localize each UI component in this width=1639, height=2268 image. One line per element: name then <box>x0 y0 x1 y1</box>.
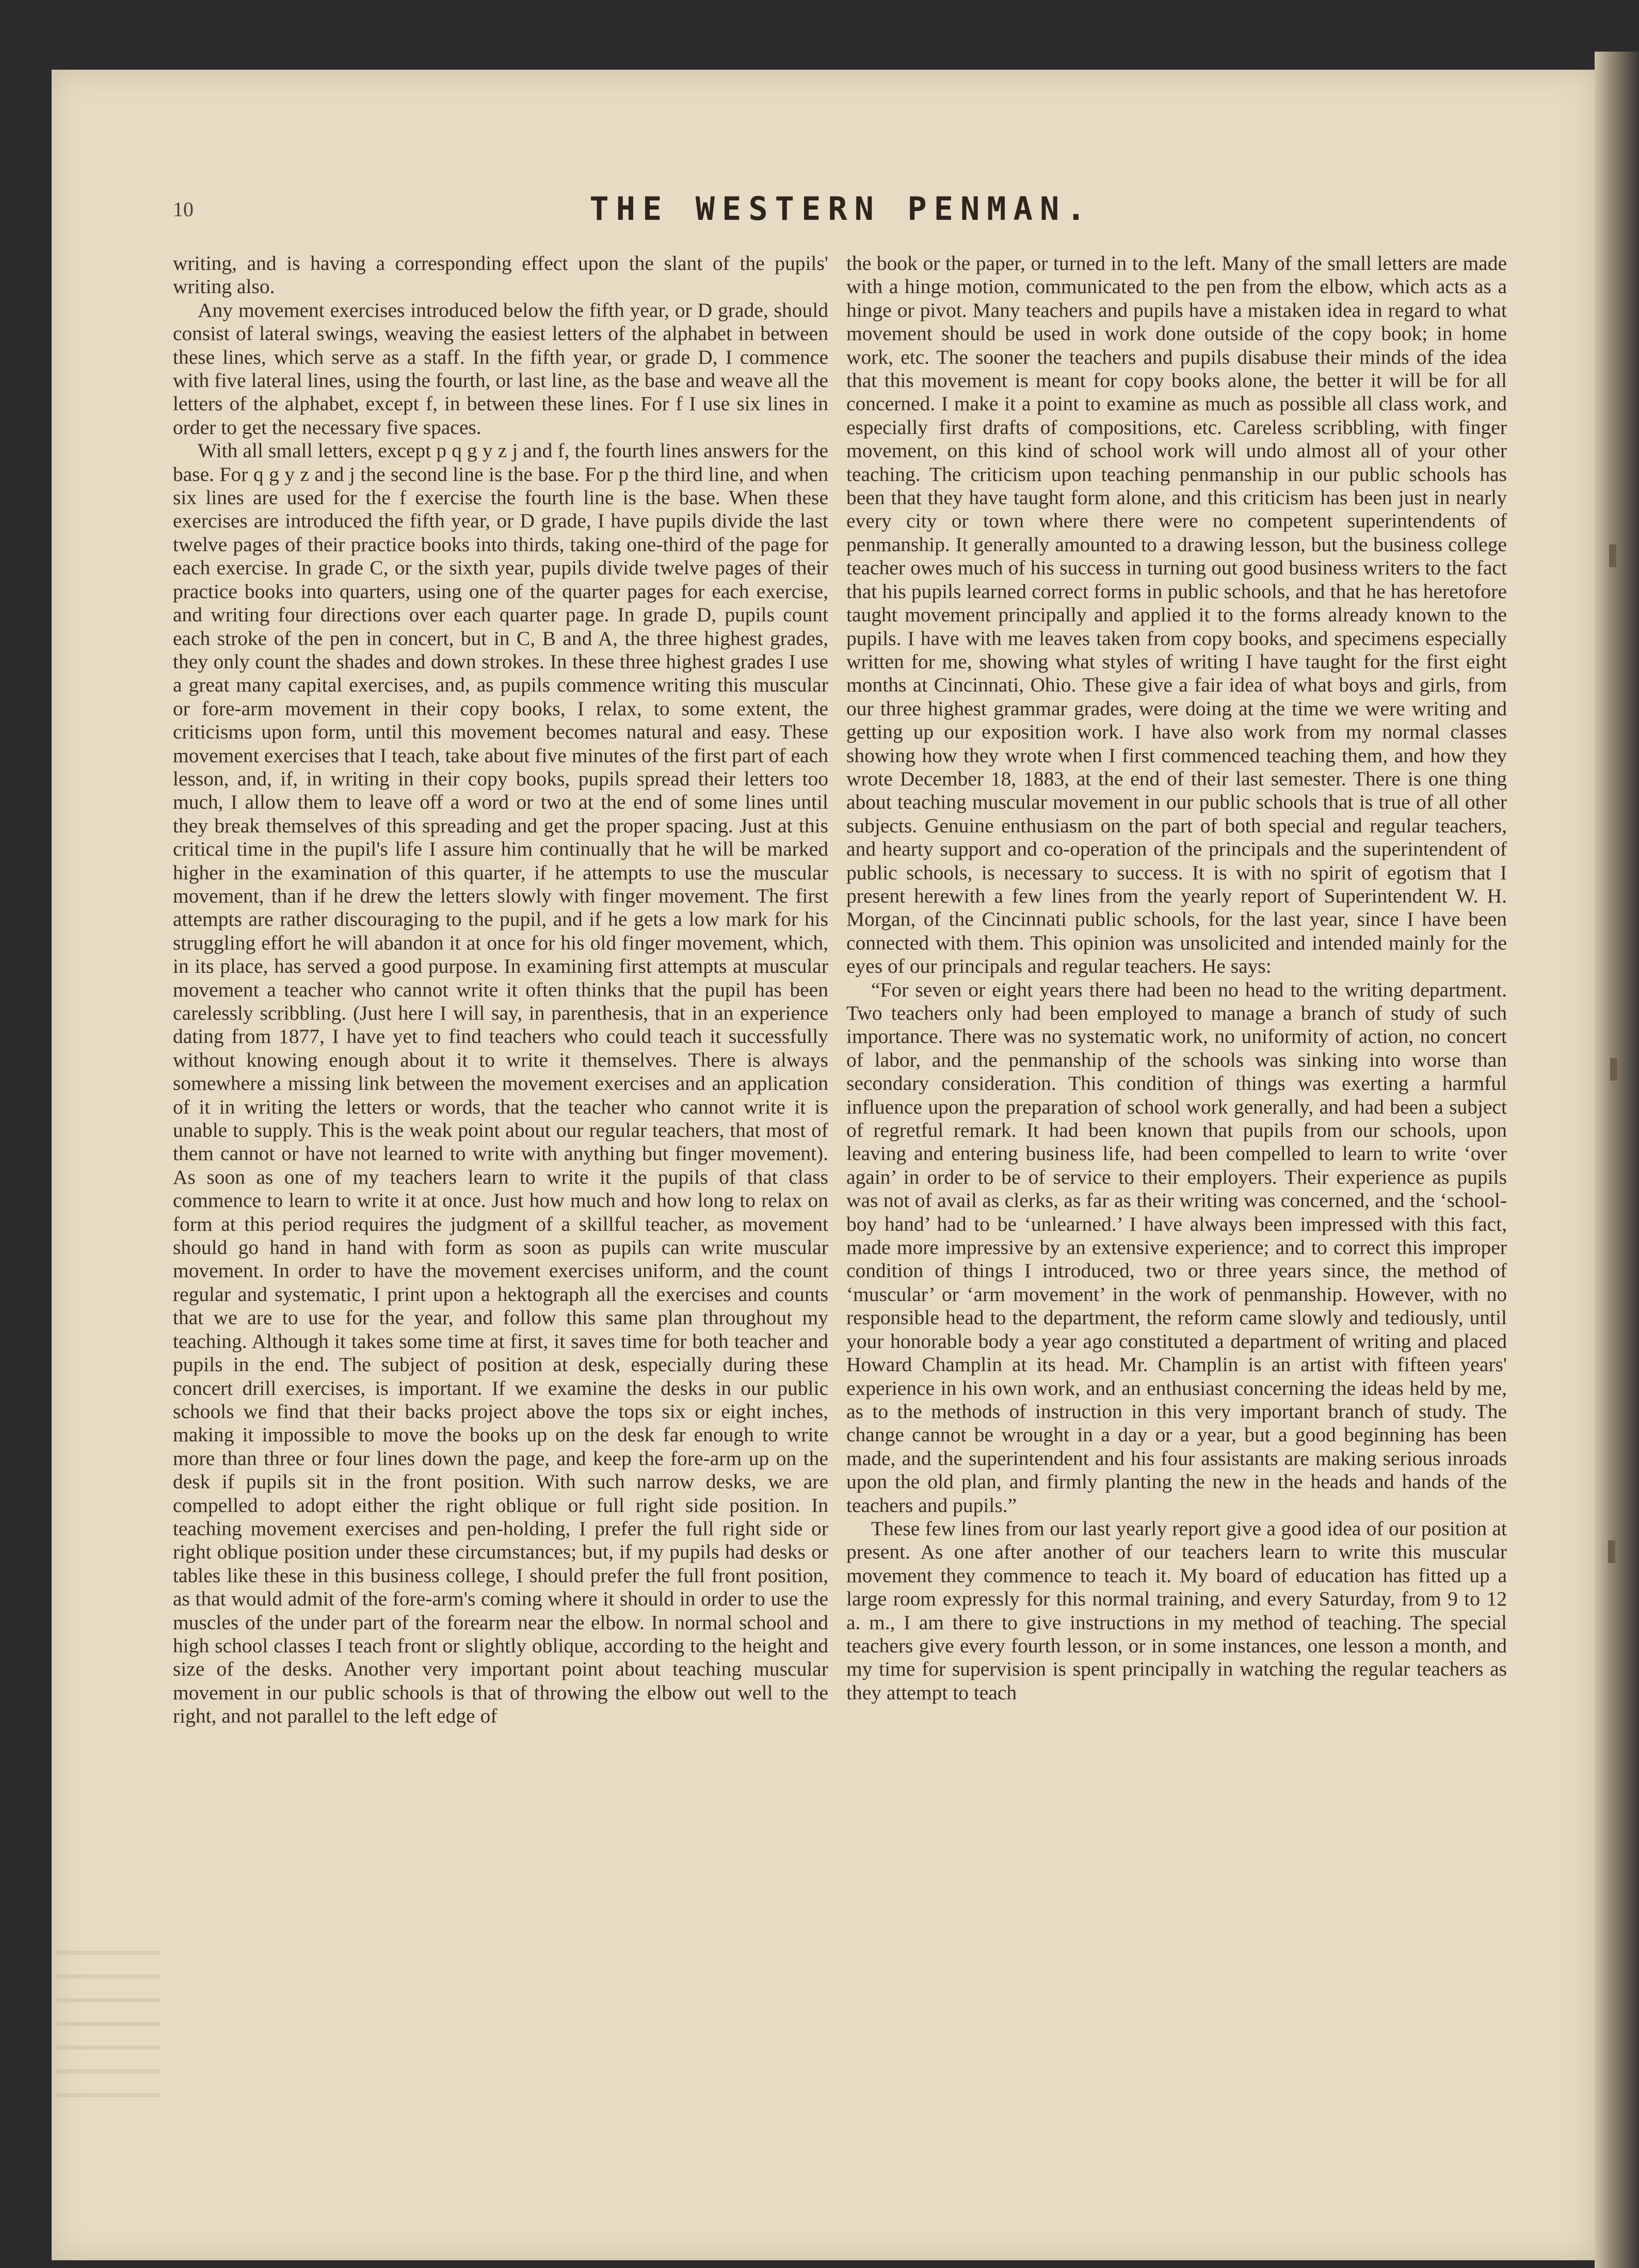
page-header <box>173 190 1515 226</box>
page-edge-shadow <box>1595 52 1639 2268</box>
right-column-paragraph: “For seven or eight years there had been no head to the writing department. Two teachers only had been employed to manage a branch of study of such importance. There was no systematic work, no uniformity of action, no concert of labor, and the penmanship of the schools was sinking into worse than secondary consideration. This condition of things was exerting a harmful influence upon the preparation of school work generally, and had been a subject of regretful remark. It had been known that pupils from our schools, upon leaving and entering business life, had been compelled to learn to write ‘over again’ in order to be of service to their employers. Their experience as pupils was not of avail as clerks, as far as their writing was concerned, and the ‘school-boy hand’ had to be ‘unlearned.’ I have always been impressed with this fact, made more impressive by an extensive experience; and to correct this improper condition of things I introduced, two or three years since, the method of ‘muscular’ or ‘arm movement’ in the work of penmanship. However, with no responsible head to the department, the reform came slowly and tediously, until your honorable body a year ago constituted a department of writing and placed Howard Champlin at its head. Mr. Champlin is an artist with fifteen years' experience in his own work, and an enthusiast concerning the ideas held by me, as to the methods of instruction in this very important branch of study. The change cannot be wrought in a day or a year, but a good beginning has been made, and the superintendent and his four assistants are making serious inroads upon the old plan, and firmly planting the new in the heads and hands of the teachers and pupils.” <box>846 978 1507 1517</box>
left-column-paragraph: writing, and is having a corresponding effect upon the slant of the pupils' writing also. <box>173 252 828 298</box>
left-column <box>173 252 828 1728</box>
bleed-through-text <box>57 1951 160 2116</box>
page-number: 10 <box>173 198 194 221</box>
right-column-paragraph: These few lines from our last yearly report give a good idea of our position at present. As one after another of our teachers learn to write this muscular movement they commence to teach it. My board of education has fitted up a large room expressly for this normal training, and every Saturday, from 9 to 12 a. m., I am there to give instructions in my method of teaching. The special teachers give every fourth lesson, or in some instances, one lesson a month, and my time for supervision is spent principally in watching the regular teachers as they attempt to teach <box>846 1517 1507 1704</box>
masthead-title: THE WESTERN PENMAN. <box>589 190 1093 228</box>
margin-mark <box>1610 1058 1617 1081</box>
margin-mark <box>1609 544 1616 567</box>
margin-mark <box>1608 1540 1615 1563</box>
right-column <box>846 252 1507 1704</box>
left-column-paragraph: With all small letters, except p q g y z j and f, the fourth lines answers for the base. For q g y z and j the second line is the base. For p the third line, and when six lines are used for the f exercise the fourth line is the base. When these exercises are introduced the fifth year, or D grade, I have pupils divide the last twelve pages of their practice books into thirds, taking one-third of the page for each exercise. In grade C, or the sixth year, pupils divide twelve pages of their practice books into quarters, using one of the quarter pages for each exercise, and writing four directions over each quarter page. In grade D, pupils count each stroke of the pen in concert, but in C, B and A, the three highest grades, they only count the shades and down strokes. In these three highest grades I use a great many capital exercises, and, as pupils commence writing this muscular or fore-arm movement in their copy books, I relax, to some extent, the criticisms upon form, until this movement becomes natural and easy. These movement exercises that I teach, take about five minutes of the first part of each lesson, and, if, in writing in their copy books, pupils spread their letters too much, I allow them to leave off a word or two at the end of some lines until they break themselves of this spreading and get the proper spacing. Just at this critical time in the pupil's life I assure him continually that he will be marked higher in the examination of this quarter, if he attempts to use the muscular movement, than if he drew the letters slowly with finger movement. The first attempts are rather discouraging to the pupil, and if he gets a low mark for his struggling effort he will abandon it at once for his old finger movement, which, in its place, has served a good purpose. In examining first attempts at muscular movement a teacher who cannot write it often thinks that the pupil has been carelessly scribbling. (Just here I will say, in parenthesis, that in an experience dating from 1877, I have yet to find teachers who could teach it successfully without knowing enough about it to write it themselves. There is always somewhere a missing link between the movement exercises and an application of it in writing the letters or words, that the teacher who cannot write it is unable to supply. This is the weak point about our regular teachers, that most of them cannot or have not learned to write with anything but finger movement). As soon as one of my teachers learn to write it the pupils of that class commence to learn to write it at once. Just how much and how long to relax on form at this period requires the judgment of a skillful teacher, as movement should go hand in hand with form as soon as pupils can write muscular movement. In order to have the movement exercises uniform, and the count regular and systematic, I print upon a hektograph all the exercises and counts that we are to use for the year, and follow this same plan throughout my teaching. Although it takes some time at first, it saves time for both teacher and pupils in the end. The subject of position at desk, especially during these concert drill exercises, is important. If we examine the desks in our public schools we find that their backs project above the tops six or eight inches, making it impossible to move the books up on the desk far enough to write more than three or four lines down the page, and keep the fore-arm up on the desk if pupils sit in the front position. With such narrow desks, we are compelled to adopt either the right oblique or full right side position. In teaching movement exercises and pen-holding, I prefer the full right side or right oblique position under these circumstances; but, if my pupils had desks or tables like these in this business college, I should prefer the full front position, as that would admit of the fore-arm's coming where it should in order to use the muscles of the under part of the forearm near the elbow. In normal school and high school classes I teach front or slightly oblique, according to the height and size of the desks. Another very important point about teaching muscular movement in our public schools is that of throwing the elbow out well to the right, and not parallel to the left edge of <box>173 439 828 1728</box>
left-column-paragraph: Any movement exercises introduced below the fifth year, or D grade, should consist of lateral swings, weaving the easiest letters of the alphabet in between these lines, which serve as a staff. In the fifth year, or grade D, I commence with five lateral lines, using the fourth, or last line, as the base and weave all the letters of the alphabet, except f, in between these lines. For f I use six lines in order to get the necessary five spaces. <box>173 298 828 439</box>
right-column-paragraph: the book or the paper, or turned in to the left. Many of the small letters are made with a hinge motion, communicated to the pen from the elbow, which acts as a hinge or pivot. Many teachers and pupils have a mistaken idea in regard to what movement should be used in work done outside of the copy book; in home work, etc. The sooner the teachers and pupils disabuse their minds of the idea that this movement is meant for copy books alone, the better it will be for all concerned. I make it a point to examine as much as possible all class work, and especially first drafts of compositions, etc. Careless scribbling, with finger movement, on this kind of school work will undo almost all of your other teaching. The criticism upon teaching penmanship in our public schools has been that they have taught form alone, and this criticism has been just in nearly every city or town where there were no competent superintendents of penmanship. It generally amounted to a drawing lesson, but the business college teacher owes much of his success in turning out good business writers to the fact that his pupils learned correct forms in public schools, and that he has heretofore taught movement principally and applied it to the forms already known to the pupils. I have with me leaves taken from copy books, and specimens especially written for me, showing what styles of writing I have taught for the first eight months at Cincinnati, Ohio. These give a fair idea of what boys and girls, from our three highest grammar grades, were doing at the time we were writing and getting up our exposition work. I have also work from my normal classes showing how they wrote when I first commenced teaching them, and how they wrote December 18, 1883, at the end of their last semester. There is one thing about teaching muscular movement in our public schools that is true of all other subjects. Genuine enthusiasm on the part of both special and regular teachers, and hearty support and co-operation of the principals and the superintendent of public schools, is necessary to success. It is with no spirit of egotism that I present herewith a few lines from the yearly report of Superintendent W. H. Morgan, of the Cincinnati public schools, for the last year, since I have been connected with them. This opinion was unsolicited and intended mainly for the eyes of our principals and regular teachers. He says: <box>846 252 1507 978</box>
